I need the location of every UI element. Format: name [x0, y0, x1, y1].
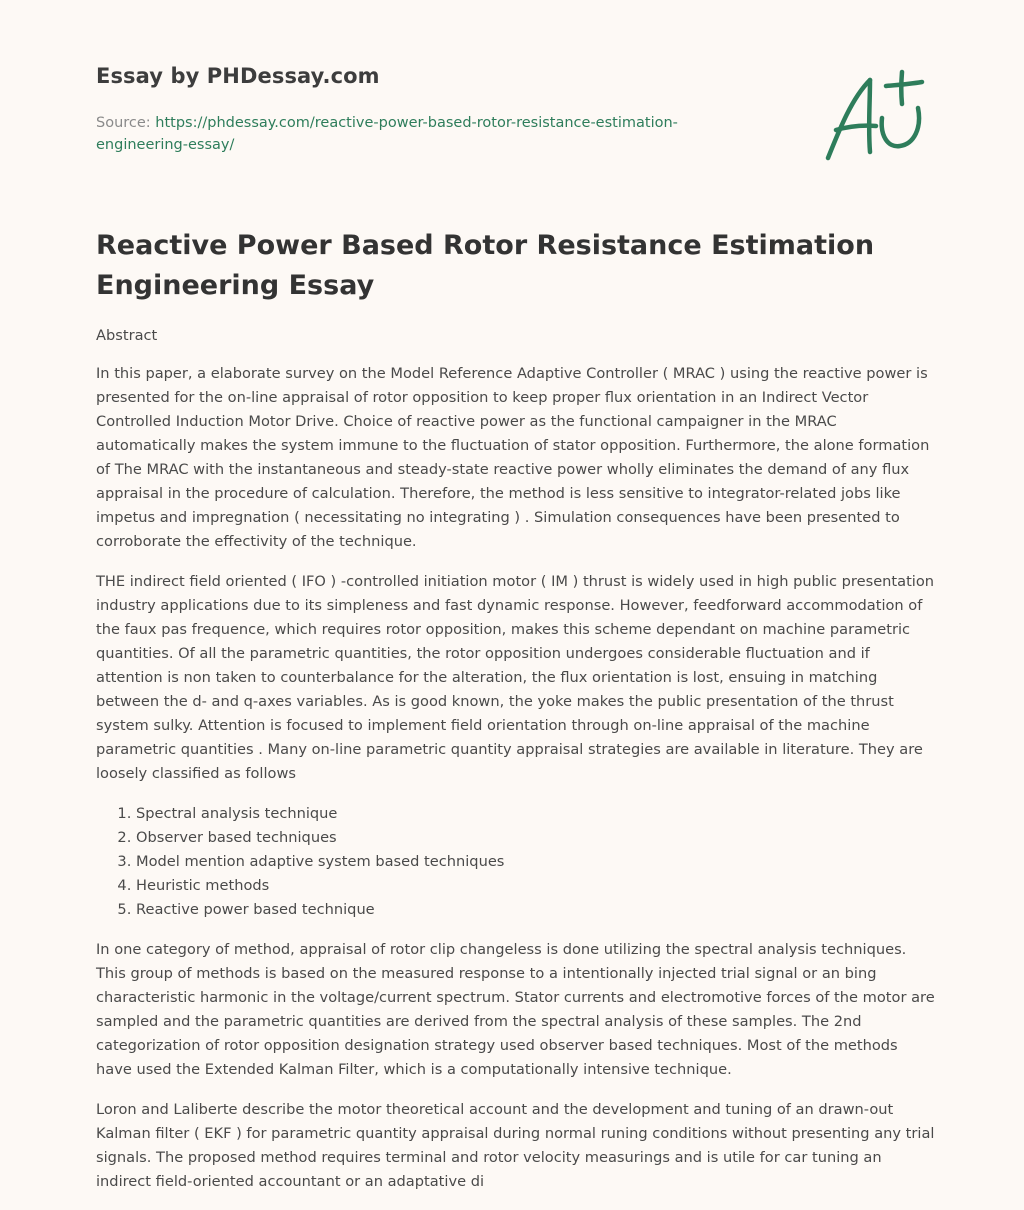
abstract-heading: Abstract: [96, 327, 158, 344]
list-item: 1. Spectral analysis technique: [136, 802, 936, 826]
source-line: [96, 112, 736, 156]
a-plus-logo-icon: [818, 68, 930, 166]
paragraph: THE indirect field oriented ( IFO ) -controlled initiation motor ( IM ) thrust is widely used in high public presentation industry applications due to its simpleness and fast dynamic response. However, feedforward accommodation of the faux pas frequence, which requires rotor opposition, makes this scheme dependant on machine parametric quantities. Of all the parametric quantities, the rotor opposition undergoes considerable fluctuation and if attention is non taken to counterbalance for the alteration, the flux orientation is lost, ensuing in matching between the d- and q-axes variables. As is good known, the yoke makes the public presentation of the thrust system sulky. Attention is focused to implement field orientation through on-line appraisal of the machine parametric quantities . Many on-line parametric quantity appraisal strategies are available in literature. They are loosely classified as follows: [96, 573, 935, 782]
list-item: 3. Model mention adaptive system based techniques: [136, 850, 936, 874]
list-item: 4. Heuristic methods: [136, 874, 936, 898]
essay-body: [96, 324, 936, 1210]
paragraph: In this paper, a elaborate survey on the Model Reference Adaptive Controller ( MRAC ) using the reactive power is presented for the on-line appraisal of rotor opposition to keep proper flux orientation in an Indirect Vector Controlled Induction Motor Drive. Choice of reactive power as the functional campaigner in the MRAC automatically makes the system immune to the fluctuation of stator opposition. Furthermore, the alone formation of The MRAC with the instantaneous and steady-state reactive power wholly eliminates the demand of any flux appraisal in the procedure of calculation. Therefore, the method is less sensitive to integrator-related jobs like impetus and impregnation ( necessitating no integrating ) . Simulation consequences have been presented to corroborate the effectivity of the technique.: [96, 365, 930, 550]
classification-list: [96, 802, 936, 922]
list-item: 5. Reactive power based technique: [136, 898, 936, 922]
source-label: Source:: [96, 115, 151, 131]
list-item: 2. Observer based techniques: [136, 826, 936, 850]
paragraph: Loron and Laliberte describe the motor theoretical account and the development and tuning of an drawn-out Kalman filter ( EKF ) for parametric quantity appraisal during normal runing conditions without presenting any trial signals. The proposed method requires terminal and rotor velocity measurings and is utile for car tuning an indirect field-oriented accountant or an adaptative di: [96, 1101, 935, 1190]
source-link[interactable]: https://phdessay.com/reactive-power-based-rotor-resistance-estimation-engineering-essay/: [96, 115, 678, 153]
site-brand: Essay by PHDessay.com: [96, 64, 380, 88]
essay-title: Reactive Power Based Rotor Resistance Estimation Engineering Essay: [96, 230, 875, 301]
paragraph: In one category of method, appraisal of rotor clip changeless is done utilizing the spectral analysis techniques. This group of methods is based on the measured response to a intentionally injected trial signal or an bing characteristic harmonic in the voltage/current spectrum. Stator currents and electromotive forces of the motor are sampled and the parametric quantities are derived from the spectral analysis of these samples. The 2nd categorization of rotor opposition designation strategy used observer based techniques. Most of the methods have used the Extended Kalman Filter, which is a computationally intensive technique.: [96, 941, 935, 1078]
